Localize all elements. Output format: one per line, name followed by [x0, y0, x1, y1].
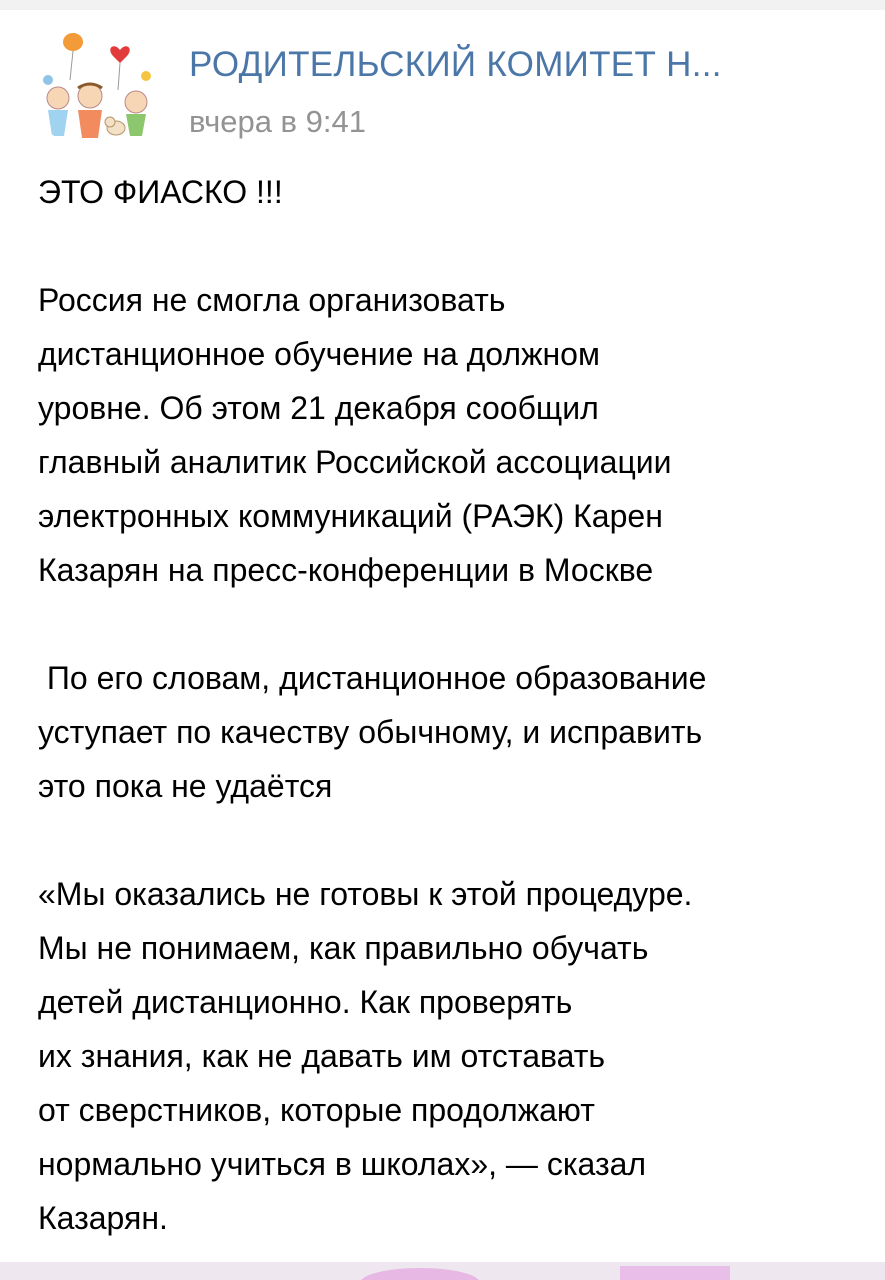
- post-header: [28, 28, 868, 148]
- attached-image-preview-edge: [0, 1262, 885, 1280]
- group-avatar[interactable]: [28, 28, 168, 146]
- post-paragraph: Россия не смогла организовать дистанционное обучение на должном уровне. Об этом 21 декабря сообщил главный аналитик Российской ассоциации электронных коммуникаций (РАЭК) Карен Казарян на пресс-конференции в Москве: [38, 282, 672, 588]
- post-quote-paragraph: «Мы оказались не готовы к этой процедуре. Мы не понимаем, как правильно обучать детей дистанционно. Как проверять их знания, как не давать им отставать от сверстников, которые продолжают нормально учиться в школах», — сказал Казарян.: [38, 876, 693, 1236]
- top-edge-strip: [0, 0, 885, 10]
- post-text: [38, 165, 858, 1245]
- post-headline: ЭТО ФИАСКО !!!: [38, 174, 283, 210]
- children-with-balloons-avatar-icon: [28, 28, 168, 146]
- group-name-link[interactable]: РОДИТЕЛЬСКИЙ КОМИТЕТ Н...: [189, 45, 722, 84]
- image-fragment: [620, 1266, 730, 1280]
- post-timestamp[interactable]: вчера в 9:41: [189, 104, 366, 139]
- image-fragment: [360, 1268, 480, 1280]
- post-paragraph: По его словам, дистанционное образование уступает по качеству обычному, и исправить это пока не удаётся: [38, 660, 707, 804]
